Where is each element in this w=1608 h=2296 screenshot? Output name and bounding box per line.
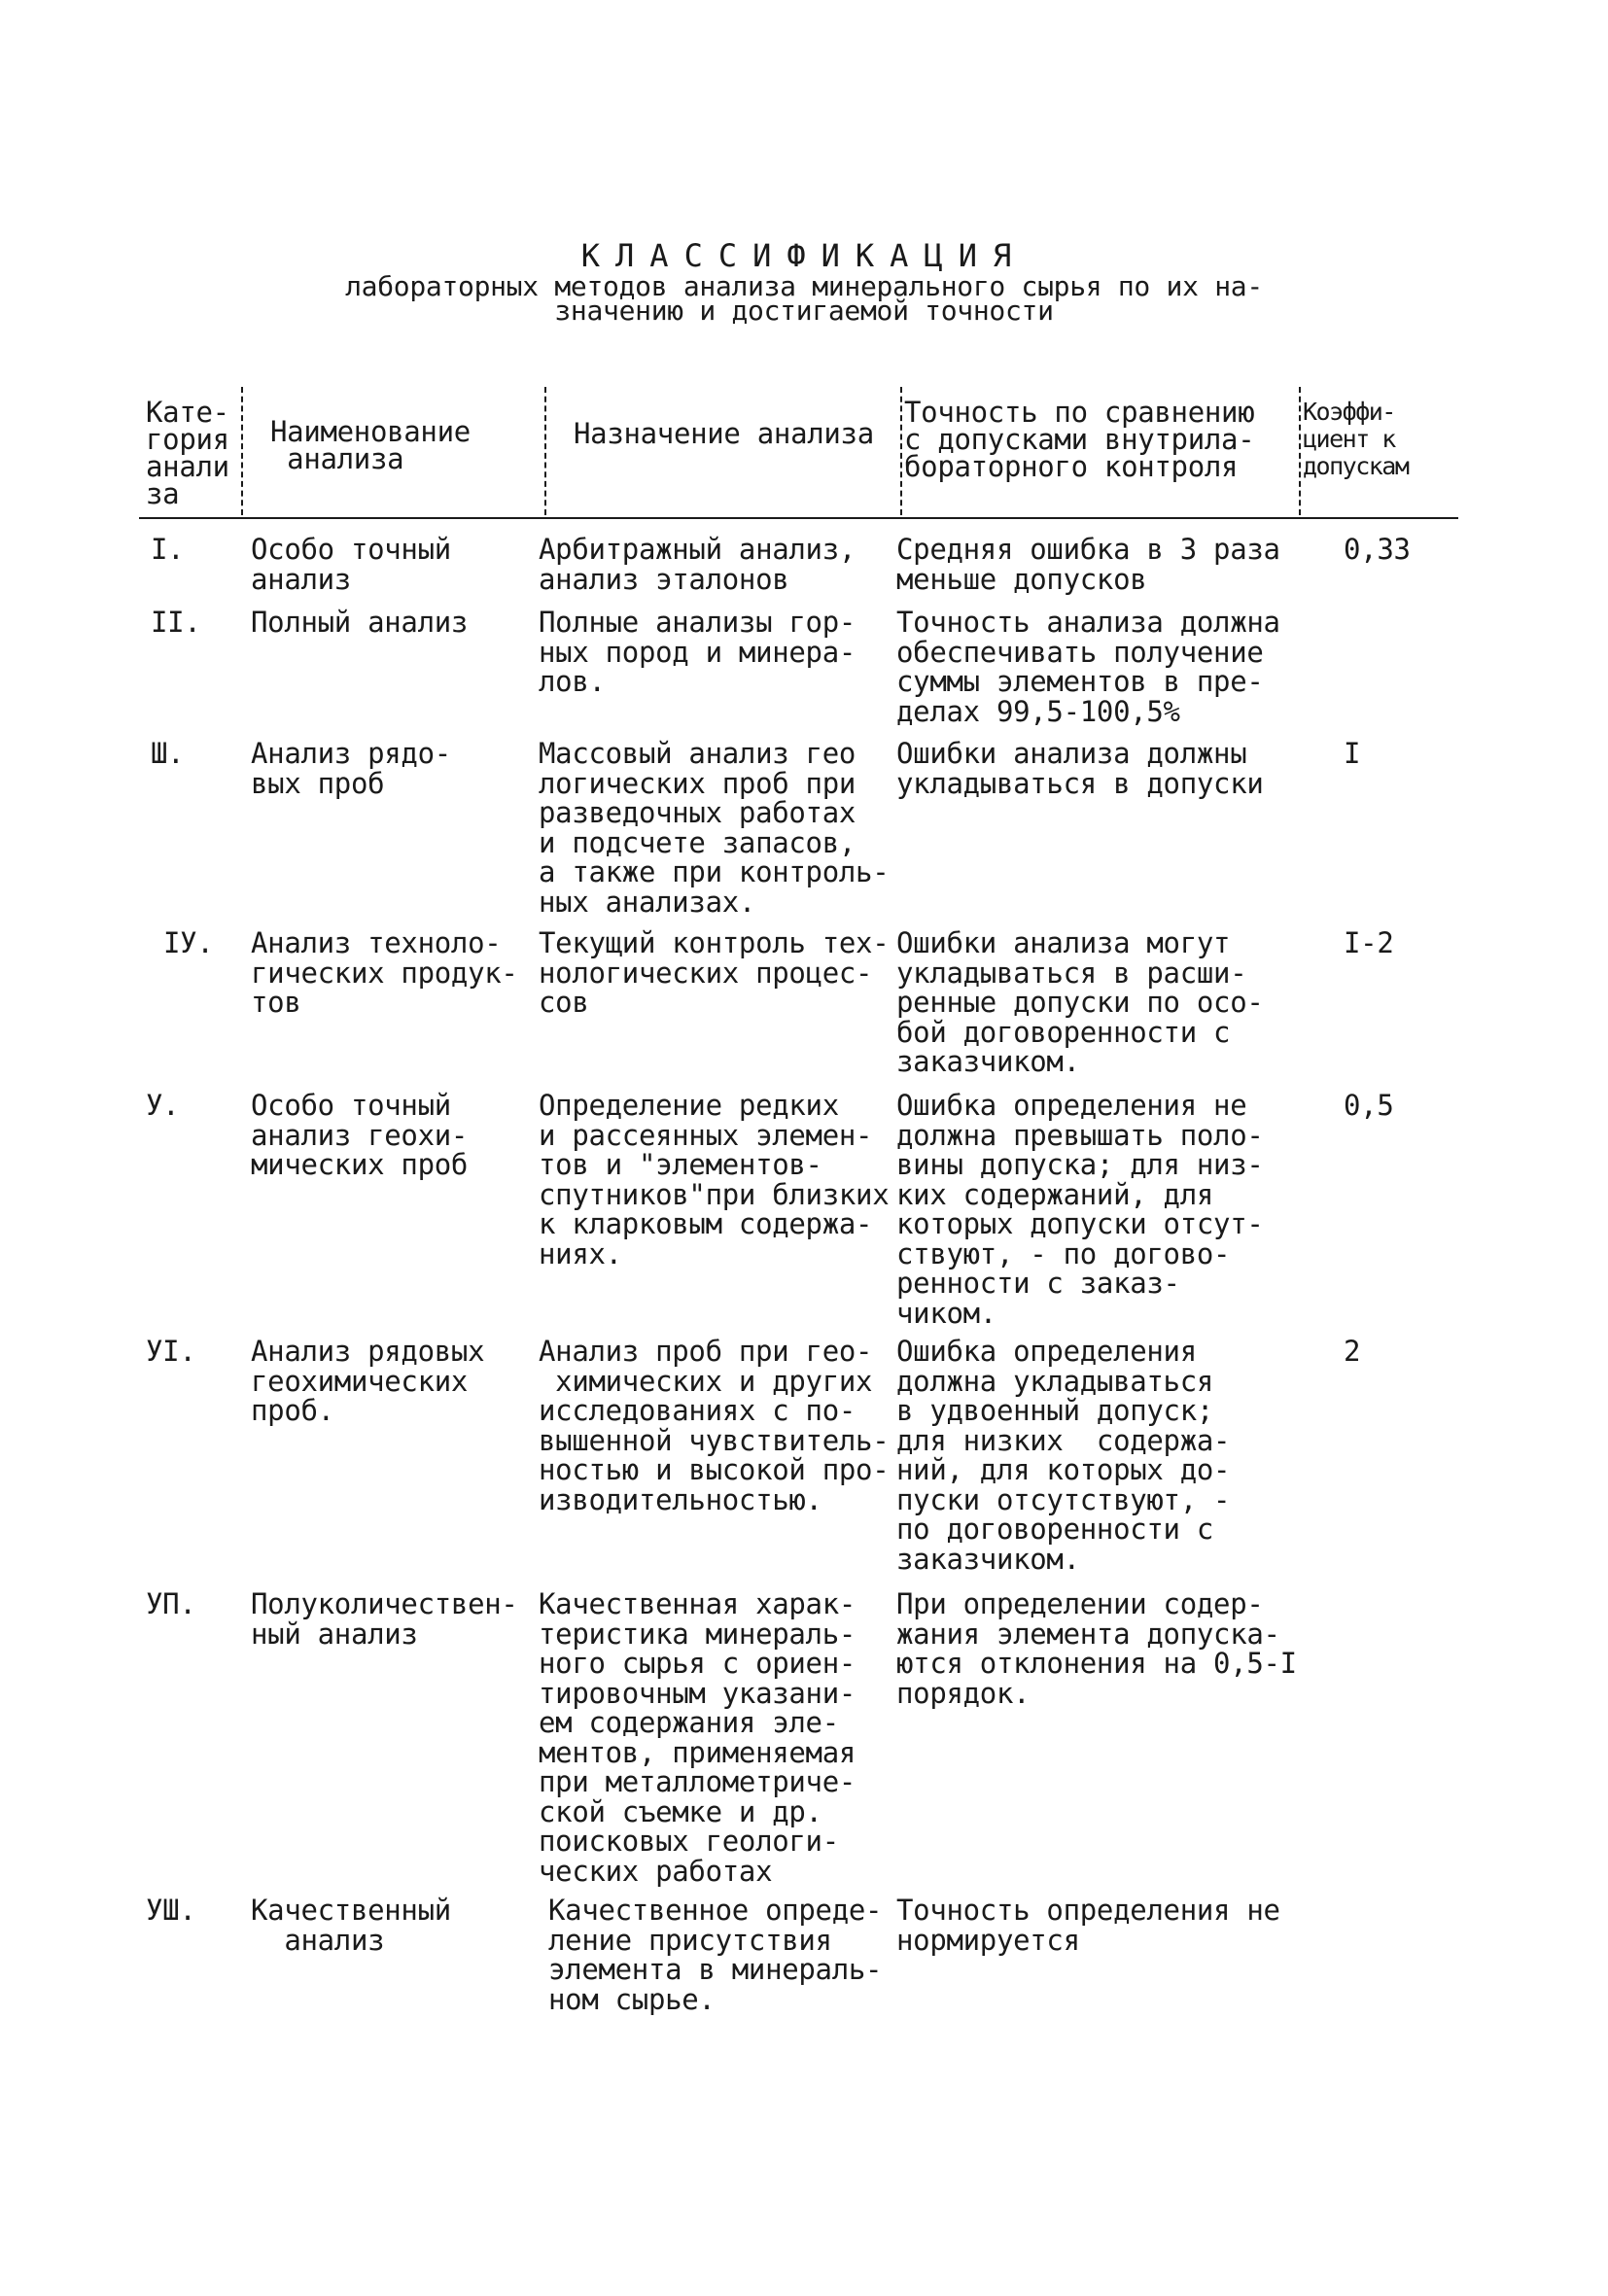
cell-purpose: Определение редких и рассеянных элемен- тов и "элементов- спутников"при близких к кларковым содержа- ниях.: [539, 1089, 890, 1270]
cell-category: I.: [151, 533, 185, 566]
column-divider: [544, 387, 546, 515]
header-category: Кате- гория анали за: [146, 396, 229, 510]
cell-purpose: Качественное опреде- ление присутствия элемента в минераль- ном сырье.: [548, 1894, 883, 2016]
cell-accuracy: Ошибка определения должна укладываться в удвоенный допуск; для низких содержа- ний, для которых до- пуски отсутствуют, - по договоренности с заказчиком.: [896, 1335, 1231, 1576]
cell-accuracy: Средняя ошибка в 3 раза меньше допусков: [896, 533, 1280, 596]
cell-category: У.: [146, 1089, 180, 1122]
cell-accuracy: Точность анализа должна обеспечивать получение суммы элементов в пре- делах 99,5-100,5%: [896, 606, 1280, 728]
cell-name: Полный анализ: [251, 606, 469, 639]
cell-accuracy: Ошибка определения не должна превышать поло- вины допуска; для низ- ких содержаний, для которых допуски отсут- ствуют, - по догово- ренности с заказ- чиком.: [896, 1089, 1264, 1330]
cell-accuracy: При определении содер- жания элемента допуска- ются отклонения на 0,5-I порядок.: [896, 1587, 1297, 1710]
cell-coefficient: 0,5: [1344, 1089, 1394, 1122]
header-accuracy: Точность по сравнению с допусками внутрила- бораторного контроля: [904, 396, 1255, 483]
cell-coefficient: 0,33: [1344, 533, 1411, 566]
cell-purpose: Полные анализы гор- ных пород и минера- лов.: [539, 606, 856, 698]
cell-category: УШ.: [146, 1894, 196, 1927]
cell-purpose: Текущий контроль тех- нологических процес- сов: [539, 926, 890, 1019]
column-divider: [1299, 387, 1301, 515]
cell-accuracy: Точность определения не нормируется: [896, 1894, 1280, 1957]
cell-coefficient: I-2: [1344, 926, 1394, 959]
column-divider: [241, 387, 243, 515]
header-purpose: Назначение анализа: [574, 417, 874, 450]
cell-purpose: Массовый анализ гео логических проб при разведочных работах и подсчете запасов, а также при контроль- ных анализах.: [539, 737, 890, 919]
cell-accuracy: Ошибки анализа должны укладываться в допуски: [896, 737, 1264, 800]
cell-category: УП.: [146, 1587, 196, 1620]
header-name: Наименование анализа: [270, 415, 471, 475]
cell-name: Особо точный анализ: [251, 533, 451, 596]
cell-coefficient: 2: [1344, 1335, 1361, 1368]
cell-category: Ш.: [151, 737, 185, 770]
cell-name: Полуколичествен- ный анализ: [251, 1587, 518, 1651]
column-divider: [900, 387, 902, 515]
header-rule: [139, 517, 1458, 519]
header-coefficient: Коэффи- циент к допускам: [1303, 398, 1409, 480]
cell-category: УI.: [146, 1335, 196, 1368]
cell-name: Анализ техноло- гических продук- тов: [251, 926, 518, 1019]
document-subtitle: лабораторных методов анализа минерального сырья по их на- значению и достигаемой точности: [345, 270, 1263, 327]
cell-name: Качественный анализ: [251, 1894, 451, 1957]
cell-purpose: Качественная харак- теристика минераль- ного сырья с ориен- тировочным указани- ем содержания эле- ментов, применяемая при металлометриче- ской съемке и др. поисковых геологи- ческих работах: [539, 1587, 856, 1888]
document-title: КЛАССИФИКАЦИЯ: [580, 237, 1028, 274]
cell-name: Анализ рядовых геохимических проб.: [251, 1335, 485, 1427]
cell-name: Анализ рядо- вых проб: [251, 737, 451, 800]
cell-category: IУ.: [163, 926, 214, 959]
cell-purpose: Арбитражный анализ, анализ эталонов: [539, 533, 856, 596]
cell-name: Особо точный анализ геохи- мических проб: [251, 1089, 469, 1181]
cell-accuracy: Ошибки анализа могут укладываться в расши- ренные допуски по осо- бой договоренности с заказчиком.: [896, 926, 1264, 1078]
cell-category: II.: [151, 606, 201, 639]
cell-coefficient: I: [1344, 737, 1361, 770]
cell-purpose: Анализ проб при гео- химических и других исследованиях с по- вышенной чувствитель- ностью и высокой про- изводительностью.: [539, 1335, 890, 1516]
